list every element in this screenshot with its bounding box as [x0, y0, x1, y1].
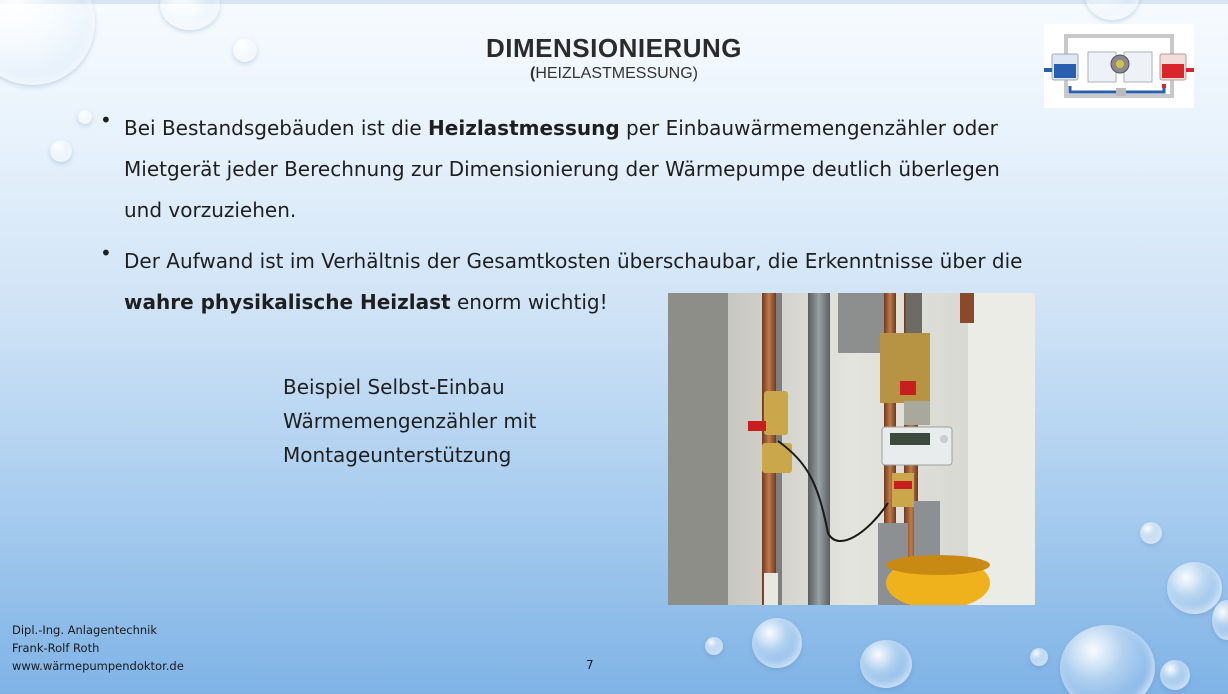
water-bubble-decoration — [160, 0, 220, 30]
footer-line-2: Frank-Rolf Roth — [12, 641, 100, 655]
footer-line-1: Dipl.-Ing. Anlagentechnik — [12, 623, 158, 637]
page-number: 7 — [586, 658, 594, 672]
water-bubble-decoration — [1167, 562, 1222, 614]
water-bubble-decoration — [705, 637, 723, 655]
footer-website-link[interactable]: www.wärmepumpendoktor.de — [12, 659, 184, 673]
subtitle-text: HEIZLASTMESSUNG) — [535, 65, 698, 82]
bold-term-heizlastmessung: Heizlastmessung — [428, 116, 620, 140]
water-bubble-decoration — [1160, 660, 1190, 690]
bullet-glyph: • — [100, 241, 112, 265]
bullet-glyph: • — [100, 108, 112, 132]
heat-pump-diagram — [1044, 24, 1194, 108]
text-run: Bei Bestandsgebäuden ist die — [124, 116, 429, 140]
subtitle-paren: ( — [529, 65, 536, 82]
water-bubble-decoration — [78, 110, 92, 124]
water-bubble-decoration — [1212, 600, 1228, 640]
bullet-1-line-2: Mietgerät jeder Berechnung zur Dimensionierung der Wärmepumpe deutlich überlegen — [124, 157, 1000, 181]
water-bubble-decoration — [752, 618, 802, 668]
caption-line-1: Beispiel Selbst-Einbau — [283, 375, 505, 399]
text-run: per Einbauwärmemengenzähler oder — [619, 116, 998, 140]
water-bubble-decoration — [860, 640, 912, 688]
water-bubble-decoration — [1030, 648, 1048, 666]
water-bubble-decoration — [50, 140, 72, 162]
caption-line-2: Wärmemengenzähler mit — [283, 409, 537, 433]
bullet-text-1 — [124, 108, 1000, 231]
bullet-1-line-1 — [124, 108, 1000, 149]
water-bubble-decoration — [1060, 625, 1155, 694]
text-run: enorm wichtig! — [450, 290, 608, 314]
heat-pump-diagram-svg — [1044, 24, 1194, 108]
bullet-2-line-1: Der Aufwand ist im Verhältnis der Gesamtkosten überschaubar, die Erkenntnisse über die — [124, 249, 1023, 273]
footer-author — [12, 621, 184, 675]
water-bubble-decoration — [1085, 0, 1140, 20]
photo-caption — [283, 370, 536, 472]
caption-line-3: Montageunterstützung — [283, 443, 512, 467]
slide-title: DIMENSIONIERUNG — [486, 33, 742, 63]
bullet-1-line-3: und vorzuziehen. — [124, 198, 297, 222]
water-bubble-decoration — [1140, 522, 1162, 544]
heat-meter-photo — [668, 293, 1035, 605]
heat-meter-photo-svg — [668, 293, 1035, 605]
bold-term-heizlast: wahre physikalische Heizlast — [124, 290, 451, 314]
